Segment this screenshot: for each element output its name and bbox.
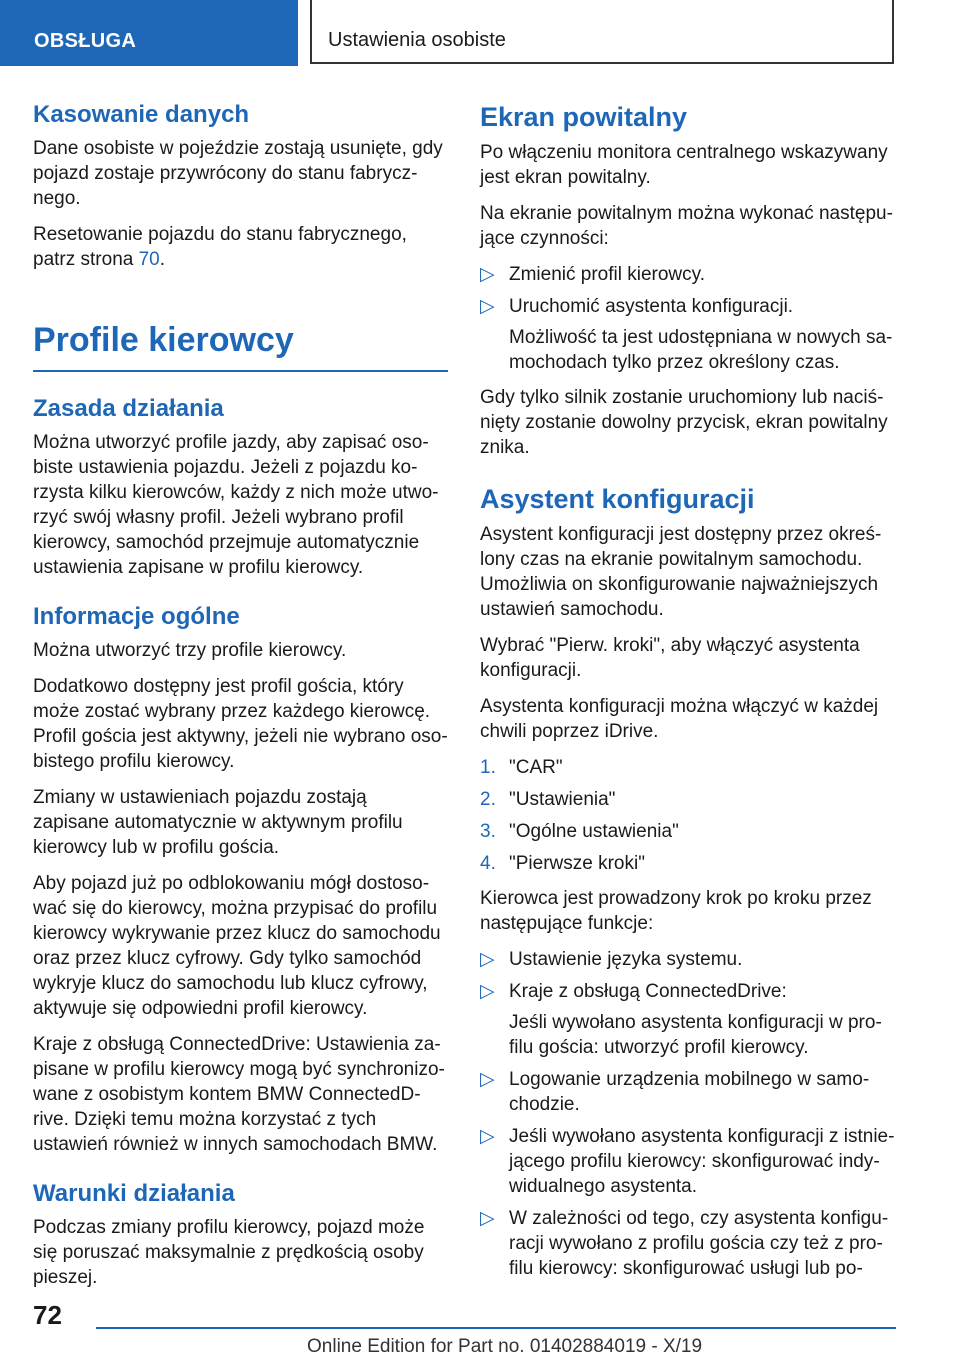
list-item-text: Jeśli wywołano asystenta konfiguracji z istniejącego profilu kierowcy: skonfigurować indywidualnego asystenta. <box>509 1126 895 1197</box>
step-text: "Pierwsze kroki" <box>509 853 645 874</box>
list-item <box>480 1206 898 1281</box>
triangle-bullet-icon: ▷ <box>480 949 495 970</box>
page-link[interactable]: 70 <box>138 249 160 270</box>
paragraph: Można utworzyć trzy profile kierowcy. <box>33 640 347 661</box>
paragraph: Kierowca jest prowadzony krok po kroku przez następujące funkcje: <box>480 888 872 934</box>
heading-informacje: Informacje ogólne <box>33 603 240 630</box>
paragraph: Podczas zmiany profilu kierowcy, pojazd może się poruszać maksymalnie z prędkością osoby pieszej. <box>33 1217 425 1288</box>
paragraph: Gdy tylko silnik zostanie uruchomiony lub naciśnięty zostanie dowolny przycisk, ekran powitalny znika. <box>480 387 888 458</box>
list-item-text: Ustawienie języka systemu. <box>509 949 743 970</box>
list-item <box>480 947 898 972</box>
paragraph: Kraje z obsługą ConnectedDrive: Ustawienia zapisane w profilu kierowcy mogą być synchronizowane z osobistym kontem BMW ConnectedDrive. Dzięki temu można korzystać z tych ustawień również w innych samochodach BMW. <box>33 1034 445 1155</box>
list-item <box>480 1067 898 1117</box>
paragraph-text: Resetowanie pojazdu do stanu fabrycznego, patrz strona <box>33 224 407 270</box>
triangle-bullet-icon: ▷ <box>480 1126 495 1147</box>
bullet-list <box>480 262 898 375</box>
list-item <box>480 262 898 287</box>
paragraph: Zmiany w ustawieniach pojazdu zostają zapisane automatycznie w aktywnym profilu kierowcy lub w profilu gościa. <box>33 787 403 858</box>
list-item-text: Logowanie urządzenia mobilnego w samochodzie. <box>509 1069 870 1115</box>
step-item <box>480 819 898 844</box>
list-item <box>480 979 898 1060</box>
step-text: "CAR" <box>509 757 563 778</box>
chapter-title: Ustawienia osobiste <box>328 29 506 51</box>
paragraph-end: . <box>159 249 166 270</box>
step-number: 3. <box>480 821 496 842</box>
section-tab <box>0 0 298 66</box>
section-title: OBSŁUGA <box>34 30 137 52</box>
paragraph: Dane osobiste w pojeździe zostają usunięte, gdy pojazd zostaje przywrócony do stanu fabrycznego. <box>33 138 443 209</box>
step-number: 4. <box>480 853 496 874</box>
chapter-header <box>310 0 894 64</box>
paragraph: Wybrać "Pierw. kroki", aby włączyć asystenta konfiguracji. <box>480 635 860 681</box>
step-item <box>480 851 898 876</box>
step-text: "Ustawienia" <box>509 789 616 810</box>
bullet-list <box>480 947 898 1281</box>
heading-ekran: Ekran powitalny <box>480 102 688 132</box>
paragraph: Asystent konfiguracji jest dostępny przez określony czas na ekranie powitalnym samochodu. Umożliwia on skonfigurowanie najważniejszych ustawień samochodu. <box>480 524 882 620</box>
heading-warunki: Warunki działania <box>33 1180 235 1207</box>
step-number: 1. <box>480 757 496 778</box>
paragraph: Aby pojazd już po odblokowaniu mógł dostosować się do kierowcy, można przypisać do profilu kierowcy wykrywanie przez klucz do samochodu oraz przez klucz cyfrowy. Gdy tylko samochód wykryje klucz do samochodu lub klucz cyfrowy, aktywuje się odpowiedni profil kierowcy. <box>33 873 441 1019</box>
paragraph: Po włączeniu monitora centralnego wskazywany jest ekran powitalny. <box>480 142 888 188</box>
list-item-text: Uruchomić asystenta konfiguracji. <box>509 296 794 317</box>
step-number: 2. <box>480 789 496 810</box>
list-item-text: Zmienić profil kierowcy. <box>509 264 706 285</box>
triangle-bullet-icon: ▷ <box>480 264 495 285</box>
paragraph: Można utworzyć profile jazdy, aby zapisać osobiste ustawienia pojazdu. Jeżeli z pojazdu korzysta kilku kierowców, każdy z nich może utworzyć swój własny profil. Jeżeli wybrano profil kierowcy, samochód przejmuje automatycznie ustawienia zapisane w profilu kierowcy. <box>33 432 439 578</box>
list-item <box>480 1124 898 1199</box>
triangle-bullet-icon: ▷ <box>480 1208 495 1229</box>
list-item-text: Kraje z obsługą ConnectedDrive: <box>509 981 787 1002</box>
heading-kasowanie: Kasowanie danych <box>33 101 250 128</box>
paragraph: Na ekranie powitalnym można wykonać następujące czynności: <box>480 203 893 249</box>
step-item <box>480 787 898 812</box>
triangle-bullet-icon: ▷ <box>480 296 495 317</box>
paragraph: Dodatkowo dostępny jest profil gościa, który może zostać wybrany przez każdego kierowcę. Profil gościa jest aktywny, jeżeli nie wybrano osobistego profilu kierowcy. <box>33 676 448 772</box>
left-column <box>33 100 448 1301</box>
triangle-bullet-icon: ▷ <box>480 981 495 1002</box>
list-item-note: Możliwość ta jest udostępniana w nowych samochodach tylko przez określony czas. <box>509 327 893 373</box>
footer-divider <box>96 1327 896 1329</box>
list-item-note: Jeśli wywołano asystenta konfiguracji w profilu gościa: utworzyć profil kierowcy. <box>509 1012 882 1058</box>
list-item <box>480 294 898 375</box>
list-item-text: W zależności od tego, czy asystenta konfiguracji wywołano z profilu gościa czy też z profilu kierowcy: skonfigurować usługi lub po- <box>509 1208 889 1279</box>
step-list <box>480 755 898 876</box>
right-column <box>480 100 898 1291</box>
step-text: "Ogólne ustawienia" <box>509 821 679 842</box>
heading-profile: Profile kierowcy <box>33 318 448 372</box>
heading-asystent: Asystent konfiguracji <box>480 484 755 514</box>
step-item <box>480 755 898 780</box>
heading-zasada: Zasada działania <box>33 395 224 422</box>
paragraph: Asystenta konfiguracji można włączyć w każdej chwili poprzez iDrive. <box>480 696 879 742</box>
paragraph-reset <box>33 222 448 272</box>
page-number: 72 <box>33 1300 62 1330</box>
footer-edition: Online Edition for Part no. 01402884019 - X/19 <box>307 1336 703 1357</box>
triangle-bullet-icon: ▷ <box>480 1069 495 1090</box>
